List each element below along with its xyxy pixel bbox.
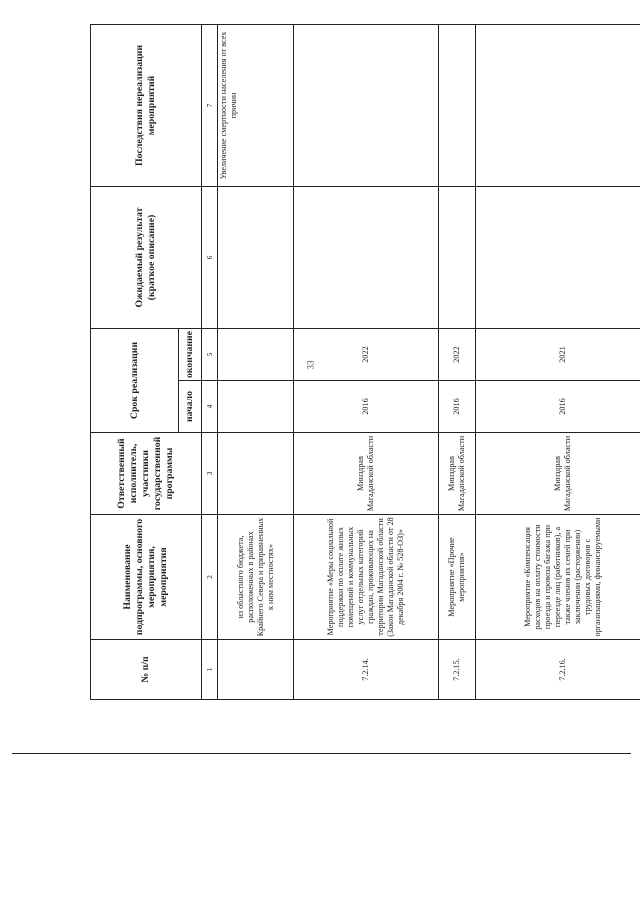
cell-start: 2016: [294, 381, 439, 433]
rotated-table-container: [90, 25, 602, 700]
cell-num: 7.2.14.: [294, 640, 439, 700]
column-number: 3: [202, 433, 218, 515]
cell-consequence: [476, 25, 640, 187]
header-name: Наименование подпрограммы, основного мероприятия, мероприятия: [91, 515, 202, 640]
cell-num: 7.2.15.: [439, 640, 476, 700]
page-number: 33: [305, 360, 316, 370]
column-number: 1: [202, 640, 218, 700]
table-row: [476, 25, 640, 700]
cell-result: [476, 187, 640, 329]
table-row: [218, 25, 294, 700]
cell-name: Мероприятие «Меры социальной поддержки по оплате жилых помещений и коммунальных услуг отдельных категорий граждан, проживающих на территории Магаданской области (Закон Магаданской области от 28 декабря 2004 г. № 528-ОЗ)»: [294, 515, 439, 640]
cell-consequence: [294, 25, 439, 187]
cell-num: [218, 640, 294, 700]
table-row: [439, 25, 476, 700]
cell-num: 7.2.16.: [476, 640, 640, 700]
header-term-start: начало: [179, 381, 202, 433]
header-term-end: окончание: [179, 329, 202, 381]
cell-consequence: Увеличение смертности населения от всех причин: [218, 25, 294, 187]
cell-result: [218, 187, 294, 329]
column-number: 4: [202, 381, 218, 433]
column-number: 5: [202, 329, 218, 381]
cell-executor: Минздрав Магаданской области: [439, 433, 476, 515]
cell-result: [439, 187, 476, 329]
header-consequences: Последствия нереализации мероприятий: [91, 25, 202, 187]
cell-executor: Минздрав Магаданской области: [294, 433, 439, 515]
column-number: 6: [202, 187, 218, 329]
cell-end: 2022: [294, 329, 439, 381]
header-num: № п/п: [91, 640, 202, 700]
cell-start: 2016: [476, 381, 640, 433]
cell-start: 2016: [439, 381, 476, 433]
cell-start: [218, 381, 294, 433]
cell-end: 2022: [439, 329, 476, 381]
cell-executor: Минздрав Магаданской области: [476, 433, 640, 515]
column-number: 2: [202, 515, 218, 640]
cell-name: Мероприятие «Прочие мероприятия»: [439, 515, 476, 640]
page-divider: [12, 753, 631, 754]
cell-name: Мероприятие «Компенсация расходов на оплату стоимости проезда и провоза багажа при переезде лиц (работников), а также членов их семей при заключении (расторжении) трудовых договоров с организациями, финансируемыми: [476, 515, 640, 640]
header-result: Ожидаемый результат (краткое описание): [91, 187, 202, 329]
program-table: [90, 24, 640, 700]
cell-consequence: [439, 25, 476, 187]
header-executor: Ответственный исполнитель, участники государственной программы: [91, 433, 202, 515]
cell-end: [218, 329, 294, 381]
cell-end: 2021: [476, 329, 640, 381]
cell-result: [294, 187, 439, 329]
cell-name: из областного бюджета, расположенных в районах Крайнего Севера и приравненных к ним местностях»: [218, 515, 294, 640]
table-row: [294, 25, 439, 700]
cell-executor: [218, 433, 294, 515]
header-term: Срок реализации: [91, 329, 179, 433]
column-number: 7: [202, 25, 218, 187]
